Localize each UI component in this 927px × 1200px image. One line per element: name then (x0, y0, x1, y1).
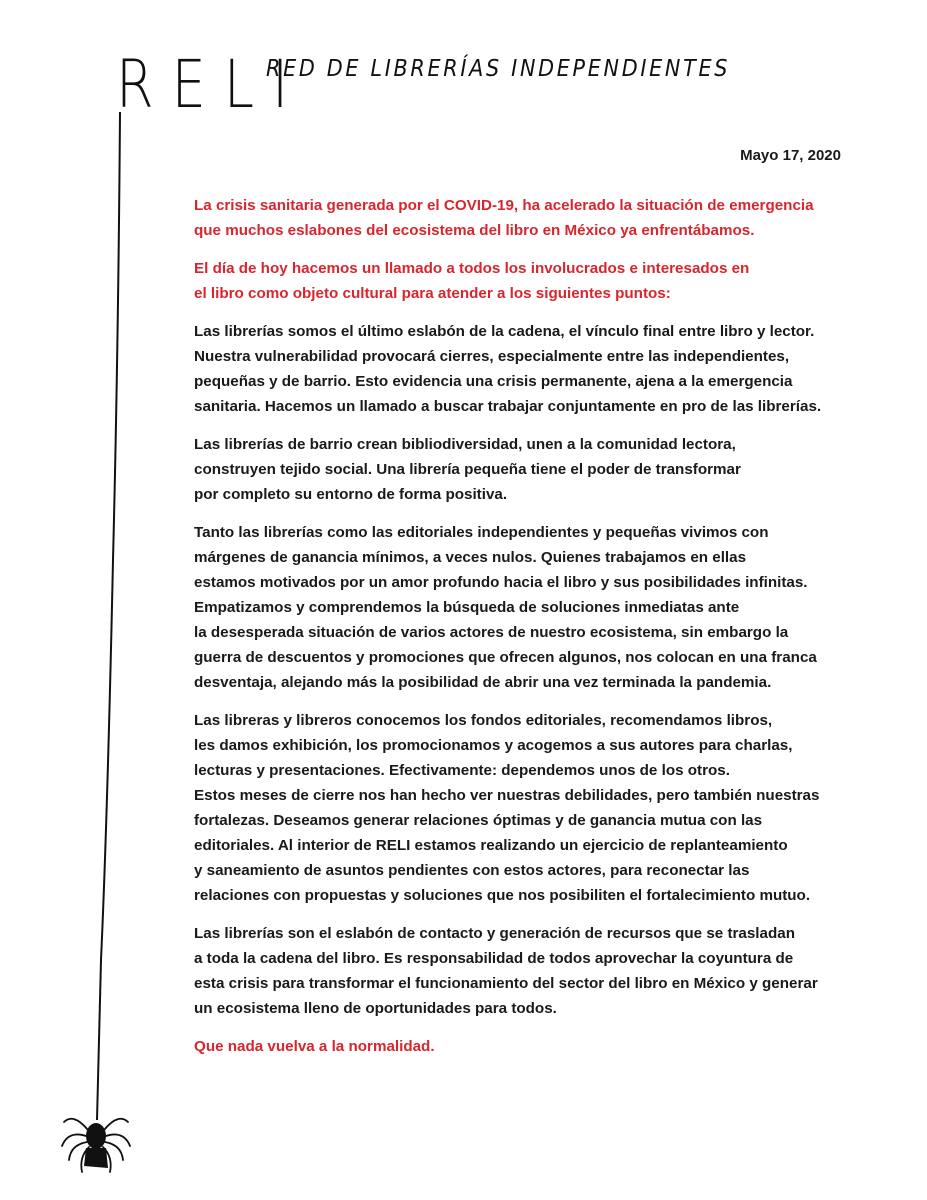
closing-paragraph: Que nada vuelva a la normalidad. (194, 1038, 435, 1055)
spider-thread-illustration (0, 0, 180, 1200)
body-paragraph: Las librerías somos el último eslabón de la cadena, el vínculo final entre libro y lector. Nuestra vulnerabilidad provocará cierres, especialmente entre las independientes, pequeñas y de barrio. Esto evidencia una crisis permanente, ajena a la emergencia sanitaria. Hacemos un llamado a buscar trabajar conjuntamente en pro de las librerías. (194, 323, 822, 415)
reli-logo: RELI (116, 46, 307, 123)
letter-body (194, 193, 894, 1072)
call-paragraph: El día de hoy hacemos un llamado a todos los involucrados e interesados en el libro como objeto cultural para atender a los siguientes puntos: (194, 260, 750, 302)
body-paragraph: Las libreras y libreros conocemos los fondos editoriales, recomendamos libros, les damos exhibición, los promocionamos y acogemos a sus autores para charlas, lecturas y presentaciones. Efectivamente: dependemos unos de los otros. Estos meses de cierre nos han hecho ver nuestras debilidades, pero también nuestras fortalezas. Deseamos generar relaciones óptimas y de ganancia mutua con las editoriales. Al interior de RELI estamos realizando un ejercicio de replanteamiento y saneamiento de asuntos pendientes con estos actores, para reconectar las relaciones con propuestas y soluciones que nos posibiliten el fortalecimiento mutuo. (194, 712, 820, 904)
spider-icon (62, 1119, 130, 1172)
body-paragraph: Las librerías de barrio crean bibliodiversidad, unen a la comunidad lectora, construyen tejido social. Una librería pequeña tiene el poder de transformar por completo su entorno de forma positiva. (194, 436, 741, 503)
body-paragraph: Las librerías son el eslabón de contacto y generación de recursos que se trasladan a toda la cadena del libro. Es responsabilidad de todos aprovechar la coyuntura de esta crisis para transformar el funcionamiento del sector del libro en México y generar un ecosistema lleno de oportunidades para todos. (194, 925, 818, 1017)
reli-subtitle: RED DE LIBRERÍAS INDEPENDIENTES (266, 56, 731, 82)
letter-date: Mayo 17, 2020 (740, 147, 841, 164)
body-paragraph: Tanto las librerías como las editoriales independientes y pequeñas vivimos con márgenes de ganancia mínimos, a veces nulos. Quienes trabajamos en ellas estamos motivados por un amor profundo hacia el libro y sus posibilidades infinitas. Empatizamos y comprendemos la búsqueda de soluciones inmediatas ante la desesperada situación de varios actores de nuestro ecosistema, sin embargo la guerra de descuentos y promociones que ofrecen algunos, nos colocan en una franca desventaja, alejando más la posibilidad de abrir una vez terminada la pandemia. (194, 524, 817, 691)
thread-line (97, 112, 120, 1120)
intro-paragraph: La crisis sanitaria generada por el COVID-19, ha acelerado la situación de emergencia que muchos eslabones del ecosistema del libro en México ya enfrentábamos. (194, 197, 814, 239)
